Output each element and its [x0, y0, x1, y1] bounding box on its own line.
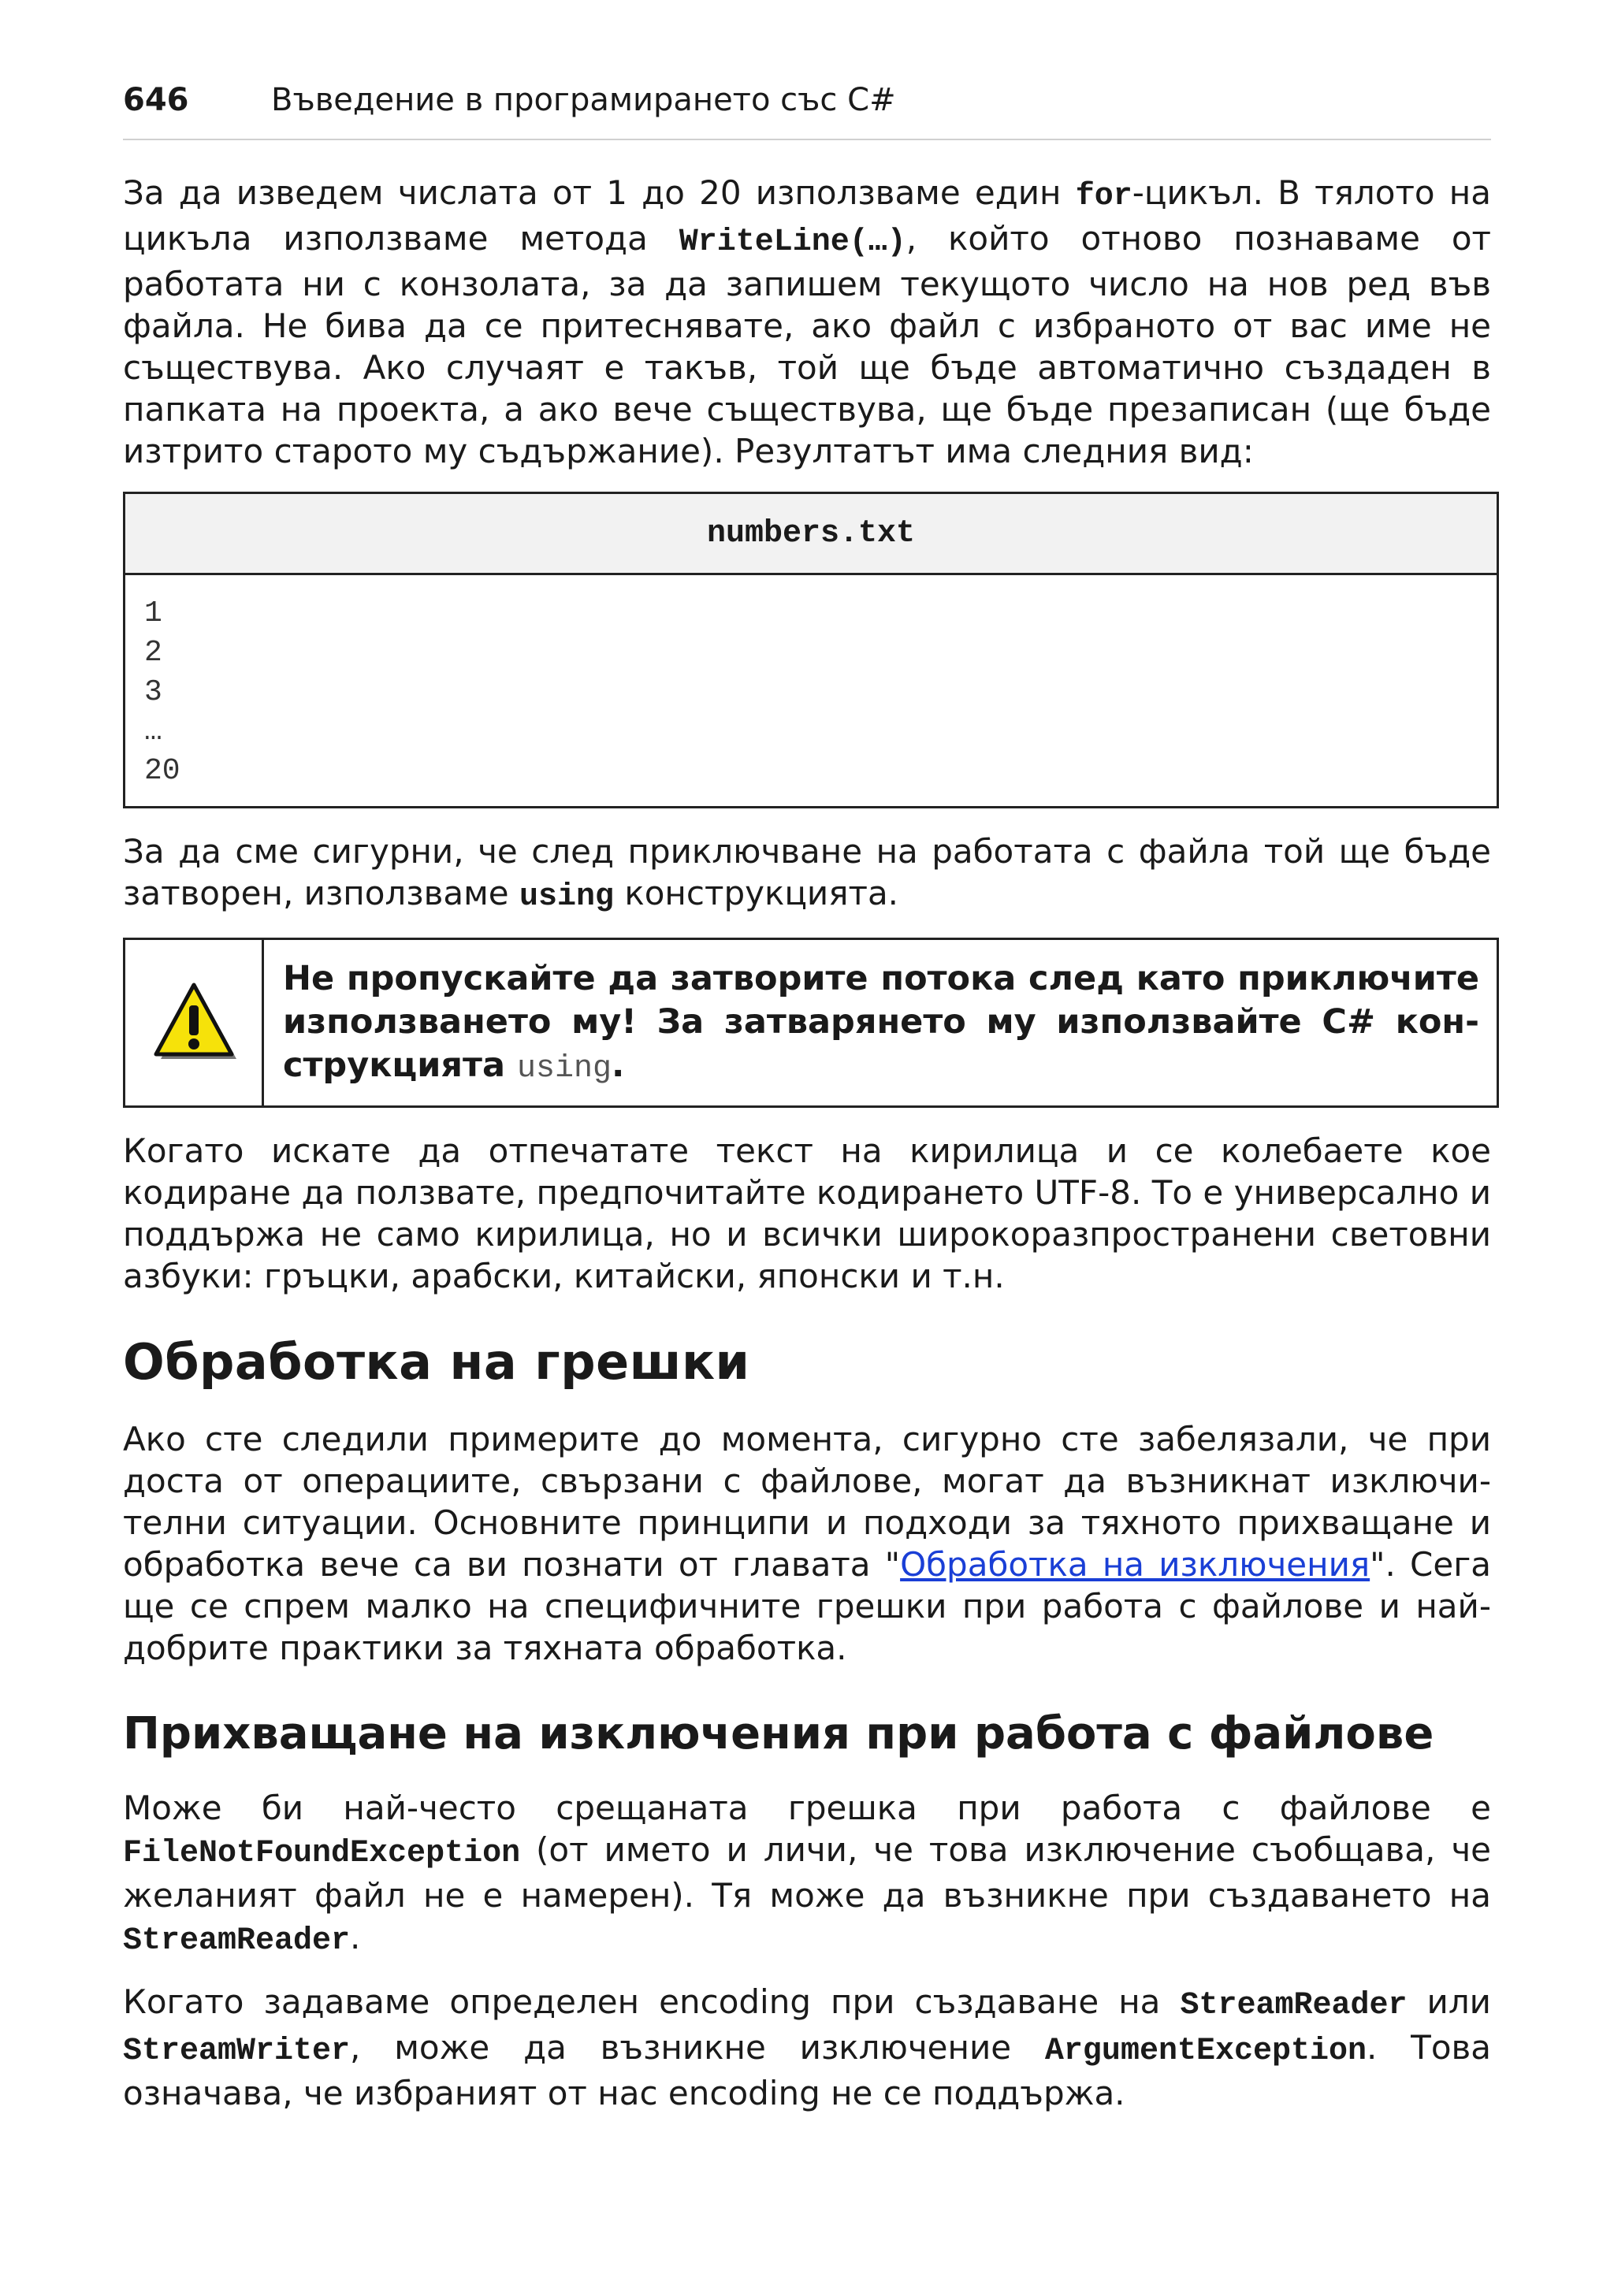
file-output-box [123, 492, 1499, 808]
page-header [123, 76, 1491, 140]
file-line: 20 [144, 754, 180, 788]
file-line: 1 [144, 596, 162, 630]
file-line: 2 [144, 636, 162, 670]
page-number: 646 [123, 82, 189, 118]
paragraph-for-loop: За да изведем числата от 1 до 20 използваме един for-цикъл. В тялото на цикъла използваме метода WriteLine(…), който отново познаваме от работата ни с конзолата, за да запишем текущото число на нов ред във файла. Не бива да се притеснявате, ако файл с избраното от вас име не съществува. Ако случаят е такъв, той ще бъде автоматично създаден в папката на проекта, а ако вече съществува, ще бъде презаписан (ще бъде изтрито старото му съдържание). Резултатът има следния вид: [123, 173, 1491, 470]
warning-box [123, 938, 1499, 1108]
section-title: Обработка на грешки [123, 1333, 750, 1391]
warning-text: Не пропускайте да затворите потока след като приключите използването му! За затварянето му използвайте C# конструкцията using. [283, 959, 1479, 1087]
code-using-inline: using [516, 1051, 612, 1087]
paragraph-using: За да сме сигурни, че след приключване на работата с файла той ще бъде затворен, използваме using конструкцията. [123, 832, 1491, 915]
code-streamreader: StreamReader [1180, 1988, 1408, 2023]
chapter-link[interactable]: Обработка на изключения [900, 1545, 1370, 1584]
file-content [125, 575, 1497, 791]
warning-icon-cell [125, 940, 264, 1105]
file-name-header: numbers.txt [125, 494, 1497, 575]
file-line: 3 [144, 675, 162, 709]
warning-icon [150, 982, 238, 1064]
paragraph-argumentexception: Когато задаваме определен encoding при създаване на StreamReader или StreamWriter, може да възникне изключение ArgumentException. Това означава, че избраният от нас encoding не се поддържа. [123, 1982, 1492, 2112]
code-filenotfoundexception: FileNotFoundException [123, 1836, 521, 1871]
code-argumentexception: ArgumentException [1044, 2034, 1367, 2069]
running-title: Въведение в програмирането със C# [271, 82, 896, 118]
code-writeline: WriteLine(…) [679, 225, 906, 260]
paragraph-encoding: Когато искате да отпечатате текст на кирилица и се колебаете кое кодиране да ползвате, предпочитайте кодирането UTF-8. То е универсално и поддържа не само кирилица, но и всички широкоразпространени световни азбуки: гръцки, арабски, китайски, японски и т.н. [123, 1131, 1491, 1295]
file-line: … [144, 715, 162, 749]
code-for: for [1075, 179, 1132, 214]
code-using: using [519, 879, 615, 915]
subsection-title: Прихващане на изключения при работа с файлове [123, 1708, 1434, 1759]
code-streamwriter: StreamWriter [123, 2034, 351, 2069]
paragraph-errors: Ако сте следили примерите до момента, сигурно сте забелязали, че при доста от операциите, свързани с файлове, могат да възникнат изключителни ситуации. Основните принципи и подходи за тяхното прихващане и обработка вече са ви познати от главата "Обработка на изключения". Сега ще се спрем малко на специфичните грешки при работа с файлове и най-добрите практики за тяхната обработка. [123, 1420, 1491, 1667]
paragraph-filenotfound: Може би най-често срещаната грешка при работа с файлове е FileNotFoundException (от името и личи, че това изключение съобщава, че желаният файл не е намерен). Тя може да възникне при създаването на StreamReader. [123, 1789, 1491, 1959]
code-streamreader: StreamReader [123, 1923, 351, 1959]
